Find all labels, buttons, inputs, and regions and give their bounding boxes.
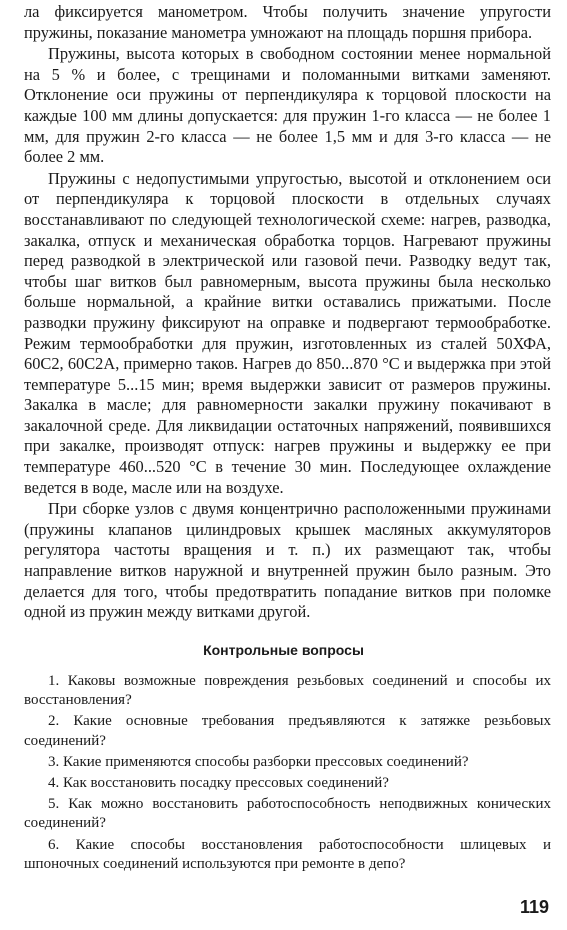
- question-item: 4. Как восстановить посадку прессовых соединений?: [48, 775, 389, 792]
- question-item: 2. Какие основные требования предъявляются к затяжке резьбовых соединений?: [24, 713, 551, 749]
- question-item: 5. Как можно восстановить работоспособность неподвижных конических соединений?: [24, 796, 551, 832]
- question-item: 6. Какие способы восстановления работоспособности шлицевых и шпоночных соединений используются при ремонте в депо?: [24, 836, 551, 872]
- question-item: 3. Какие применяются способы разборки прессовых соединений?: [48, 753, 469, 770]
- paragraph-spring-rejection: Пружины, высота которых в свободном состоянии менее нормальной на 5 % и более, с трещинами и поломанными витками заменяют. Отклонение оси пружины от перпендикуляра к торцовой плоскости на каждые 100 мм длины допускается: для пружин 1-го класса — не более 1 мм, для пружин 2-го класса — не более 1,5 мм и для 3-го класса — не более 2 мм.: [24, 44, 551, 167]
- question-item: 1. Каковы возможные повреждения резьбовых соединений и способы их восстановления?: [24, 673, 551, 709]
- question-list: [24, 672, 551, 874]
- paragraph-continuation: ла фиксируется манометром. Чтобы получить значение упругости пружины, показание манометра умножают на площадь поршня прибора.: [24, 2, 551, 42]
- page-number: 119: [519, 897, 549, 917]
- paragraph-concentric-springs: При сборке узлов с двумя концентрично расположенными пружинами (пружины клапанов цилиндровых крышек масляных аккумуляторов регулятора частоты вращения и т. п.) их размещают так, чтобы направление витков наружной и внутренней пружин было разным. Это делается для того, чтобы предотвратить попадание витков при поломке одной из пружин между витками другой.: [24, 499, 551, 622]
- body-text: [24, 2, 551, 623]
- paragraph-spring-restoration: Пружины с недопустимыми упругостью, высотой и отклонением оси от перпендикуляра к торцовой плоскости в отдельных случаях восстанавливают по следующей технологической схеме: нагрев, разводка, закалка, отпуск и механическая обработка торцов. Нагревают пружины перед разводкой в электрической или газовой печи. Разводку ведут так, чтобы шаг витков был равномерным, высота пружины была несколько больше нормальной, а крайние витки оставались прижатыми. После разводки пружину фиксируют на оправке и подвергают термообработке. Режим термообработки для пружин, изготовленных из сталей 50ХФА, 60С2, 60С2А, примерно таков. Нагрев до 850...870 °С и выдержка при этой температуре 5...15 мин; время выдержки зависит от размеров пружины. Закалка в масле; для равномерности закалки пружину покачивают в закалочной среде. Для ликвидации остаточных напряжений, появившихся при закалке, производят отпуск: нагрев пружины и выдержку ее при температуре 460...520 °С в течение 30 мин. Последующее охлаждение ведется в воде, масле или на воздухе.: [24, 168, 551, 497]
- section-heading: Контрольные вопросы: [203, 642, 364, 658]
